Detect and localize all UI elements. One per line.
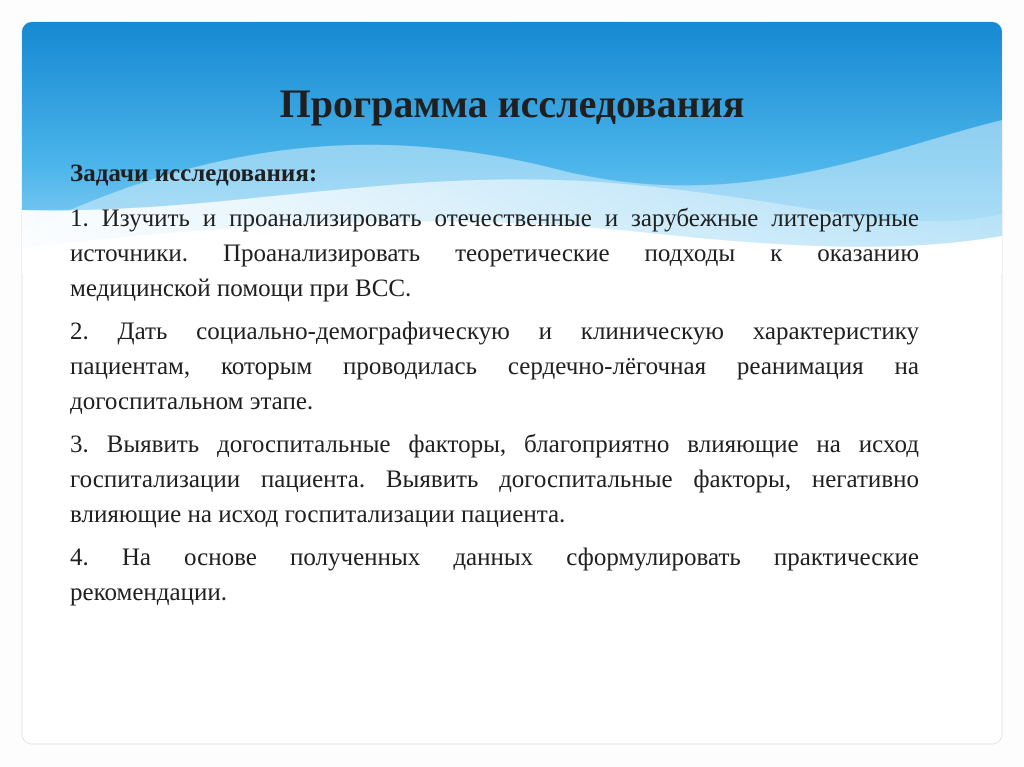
slide-title: Программа исследования (279, 81, 745, 126)
slide-content (70, 156, 919, 618)
tasks-heading: Задачи исследования: (70, 160, 318, 187)
task-item-1: 1. Изучить и проанализировать отечественные и зарубежные литературные источники. Проанализировать теоретические подходы к оказанию медицинской помощи при ВСС. (70, 205, 919, 302)
task-item-3: 3. Выявить догоспитальные факторы, благоприятно влияющие на исход госпитализации пациента. Выявить догоспитальные факторы, негативно влияющие на исход госпитализации пациента. (70, 431, 919, 528)
task-item-4: 4. На основе полученных данных сформулировать практические рекомендации. (70, 544, 919, 606)
task-item-2: 2. Дать социально-демографическую и клиническую характеристику пациентам, которым проводилась сердечно-лёгочная реанимация на догоспитальном этапе. (70, 318, 919, 415)
